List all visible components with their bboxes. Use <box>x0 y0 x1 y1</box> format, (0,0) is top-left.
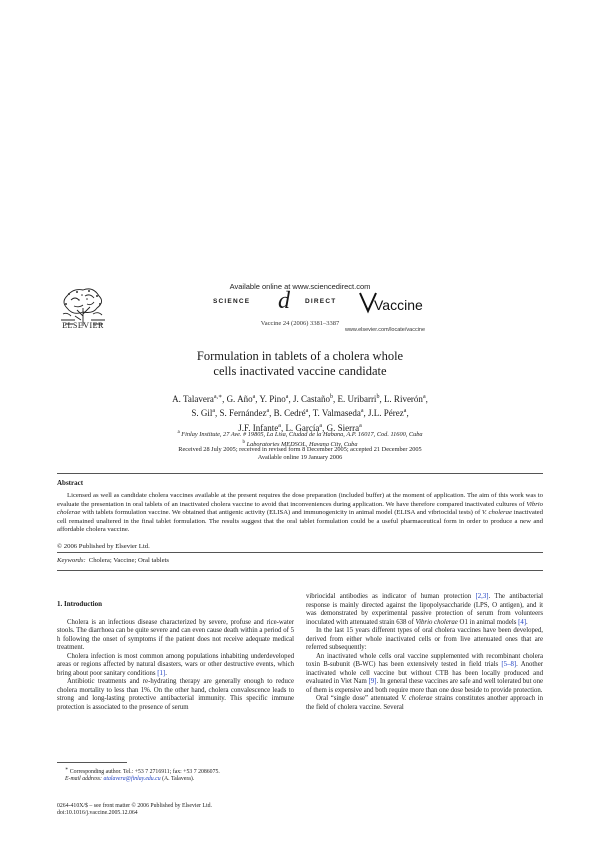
citation-link[interactable]: [9] <box>368 678 377 685</box>
affiliation-b-text: Laboratories MEDSOL, Havana City, Cuba <box>246 440 358 448</box>
author-sup[interactable]: a <box>359 422 362 429</box>
author-sup[interactable]: a <box>422 394 426 400</box>
footnote-mark: ∗ <box>65 767 69 772</box>
paragraph-text: strains constitutes another approach in the field of cholera vaccine. Several <box>306 695 544 711</box>
issn-block <box>57 803 357 817</box>
available-online-date: Available online 19 January 2006 <box>257 453 343 461</box>
author-sup[interactable]: a <box>285 394 289 400</box>
abstract-text-part: inactivated cell remained unaltered in the final tablet formulation. The results suggest that the oral tablet formulation could be a useful pharmaceutical form in order to produce a new and affordable cholera vaccine. <box>57 509 543 534</box>
abstract-heading: Abstract <box>57 479 84 487</box>
keywords-list: Cholera; Vaccine; Oral tablets <box>88 557 170 564</box>
author[interactable]: S. Fernández <box>219 408 267 419</box>
footnote-contact: Corresponding author. Tel.: +53 7 2716911; fax: +53 7 2086075. <box>69 768 220 775</box>
author-sup[interactable]: b <box>329 394 333 400</box>
paragraph-text: Oral “single dose” attenuated <box>316 695 402 702</box>
author[interactable]: E. Uribarri <box>337 394 377 404</box>
available-online-text: Available online at www.sciencedirect.com <box>229 282 371 291</box>
copyright-line: © 2006 Published by Elsevier Ltd. <box>57 543 150 550</box>
affiliation-b-sup: b <box>242 439 245 445</box>
issn-line: 0264-410X/$ – see front matter © 2006 Published by Elsevier Ltd. <box>57 803 212 809</box>
sciencedirect-right-word: DIRECT <box>305 298 337 305</box>
paragraph-text: . <box>165 669 167 677</box>
email-link[interactable]: atalavera@finlay.edu.cu <box>103 775 161 782</box>
paragraph-text: Cholera infection is most common among populations inhabiting underdeveloped areas or regions affected by natural disasters, wars or other destructive events, which bring about poor sanitary conditions <box>57 652 294 677</box>
email-owner: (A. Talavera). <box>162 775 195 782</box>
author[interactable]: S. Gil <box>191 408 213 419</box>
authors-line-2: S. Gil$^a$, S. Fernández$^a$, B. Cedré$^a$, T. Valmaseda$^a$, J.L. Pérez$^a$, <box>191 408 409 419</box>
citation-link[interactable]: [1] <box>157 669 166 677</box>
author-list <box>82 391 518 434</box>
citation-link[interactable]: [2,3] <box>475 593 489 600</box>
paragraph: Antibiotic treatments and re-hydrating therapy are generally enough to reduce cholera mortality to less than 1%. On the other hand, cholera convalescence leads to strong and long-lasting protective antibacterial immunity. This specific immune protection is associated to the presence of serum <box>57 678 294 711</box>
citation-link[interactable]: [4] <box>518 618 527 626</box>
author[interactable]: G. Año <box>226 394 253 404</box>
abstract-text-part: with tablets formulation vaccine. We obtained that antigenic activity (ELISA) and immunogenicity in animal model (ELISA and vibriocidal tests) of <box>80 509 482 517</box>
keywords-label: Keywords: <box>57 557 86 564</box>
email-label: E-mail address: <box>65 775 102 782</box>
sciencedirect-d-icon: d <box>278 288 290 314</box>
author-sup[interactable]: a <box>305 408 309 415</box>
footnote-rule <box>57 762 127 763</box>
paragraph-text: . Another inactivated whole cell vaccine but without CTB has been locally produced and evaluated in Viet Nam <box>306 661 543 685</box>
authors-line-3: J.F. Infante$^a$, L. García$^a$, G. Sierra$^a$ <box>238 422 362 433</box>
footnote-line <box>57 766 294 776</box>
keywords <box>57 557 169 564</box>
author[interactable]: Y. Pino <box>259 394 286 404</box>
author-sup[interactable]: a <box>266 408 270 415</box>
author[interactable]: L. Riverón <box>383 394 423 404</box>
paragraph <box>306 653 543 696</box>
keywords-top-rule <box>57 552 543 553</box>
article-title <box>100 349 500 379</box>
author-sup[interactable]: a <box>278 422 281 429</box>
body-right-column <box>306 593 543 712</box>
author-sup[interactable]: a <box>360 408 364 415</box>
sciencedirect-left-word: SCIENCE <box>213 298 251 305</box>
footnote-line <box>57 776 294 783</box>
abstract-bottom-rule <box>57 570 543 571</box>
author-sup[interactable]: a <box>212 408 215 415</box>
author[interactable]: T. Valmaseda <box>312 408 361 419</box>
author-sup[interactable]: a <box>403 408 407 415</box>
affiliation-a-text: Finlay Institute, 27 Ave. # 19805, La Lisa, Ciudad de la Habana, A.P. 16017, Cod. 11600, Cuba <box>181 431 423 439</box>
author[interactable]: A. Talavera <box>172 394 214 404</box>
paragraph <box>306 695 543 712</box>
paragraph-text: O1 in animal models <box>457 618 519 626</box>
paragraph: Cholera is an infectious disease characterized by severe, profuse and rice-water stools. The diarrhoea can be quite severe and can even cause death within a period of 5 h following the onset of symptoms if the patient does not receive adequate medical treatment. <box>57 618 294 651</box>
authors-line-1: A. Talavera$^{a,∗}$, G. Año$^a$, Y. Pino$^a$, J. Castaño$^b$, E. Uribarri$^b$, L. Riverón$^a$, <box>172 394 428 404</box>
author[interactable]: J. Castaño <box>292 394 330 404</box>
journal-name: Vaccine <box>374 297 423 313</box>
species-name: V. cholerae <box>401 695 433 702</box>
corresponding-author-footnote <box>57 766 294 783</box>
author[interactable]: J.L. Pérez <box>368 408 404 419</box>
affiliation-a <box>90 429 510 439</box>
abstract-text <box>57 492 543 535</box>
paragraph <box>57 653 294 679</box>
author[interactable]: J.F. Infante <box>238 422 279 433</box>
abstract-species: Vibrio cholerae <box>57 500 543 517</box>
paragraph-text: . <box>526 618 528 626</box>
affiliation-a-sup: a <box>177 430 180 435</box>
vaccine-journal-logo <box>358 287 423 317</box>
author-sup[interactable]: a,∗ <box>213 394 223 400</box>
author-sup[interactable]: a <box>252 394 256 400</box>
abstract-species: V. cholerae <box>481 509 512 517</box>
author[interactable]: B. Cedré <box>273 408 306 419</box>
article-dates <box>90 446 510 461</box>
section-heading: 1. Introduction <box>57 600 102 608</box>
journal-url-link[interactable]: www.elsevier.com/locate/vaccine <box>344 327 426 333</box>
received-dates: Received 28 July 2005; received in revised form 8 December 2005; accepted 21 December 2005 <box>178 446 422 453</box>
paragraph: In the last 15 years different types of oral cholera vaccines have been developed, derived from either whole inactivated cells or from live attenuated ones that are referred subsequently: <box>306 627 543 651</box>
species-name: Vibrio cholerae <box>415 618 458 626</box>
paragraph-text: vibriocidal antibodies as indicator of human protection <box>306 593 476 600</box>
paragraph-text: . In general these vaccines are safe and well tolerated but one of them is expensive and both require more than one dose beside to provide protection. <box>306 678 543 694</box>
citation-link[interactable]: [5–8] <box>501 661 517 668</box>
author-sup[interactable]: b <box>376 394 380 400</box>
paragraph <box>306 593 543 627</box>
paragraph-text: . The antibacterial response is mainly directed against the lipopolysaccharide (LPS, O antigen), and it was demonstrated by experimental passive protection of serum from volunteers inoculated with attenuated strain 638 of <box>306 593 543 626</box>
abstract-top-rule <box>57 473 543 474</box>
article-title-line-2: cells inactivated vaccine candidate <box>213 364 387 378</box>
body-left-column <box>57 600 294 712</box>
author[interactable]: G. Sierra <box>326 422 360 433</box>
abstract-text-part: Licensed as well as candidate cholera vaccines available at the present requires the dose preparation (included buffer) at the moment of application. The aim of this work was to evaluate the presentation in oral tablets of an inactivated cholera vaccine to avoid that inconveniences during application. We have therefore compared inactivated cultures of <box>57 492 543 508</box>
paragraph-text: An inactivated whole cells oral vaccine supplemented with recombinant cholera toxin B-subunit (B-WC) has been extensively tested in field trials <box>306 652 543 668</box>
publisher-name: ELSEVIER <box>62 321 104 330</box>
author-sup[interactable]: a <box>319 422 323 429</box>
journal-citation: Vaccine 24 (2006) 3381–3387 <box>260 320 340 327</box>
article-title-line-1: Formulation in tablets of a cholera whole <box>196 349 404 363</box>
doi-line[interactable]: doi:10.1016/j.vaccine.2005.12.064 <box>57 810 138 817</box>
author[interactable]: L. García <box>285 422 320 433</box>
